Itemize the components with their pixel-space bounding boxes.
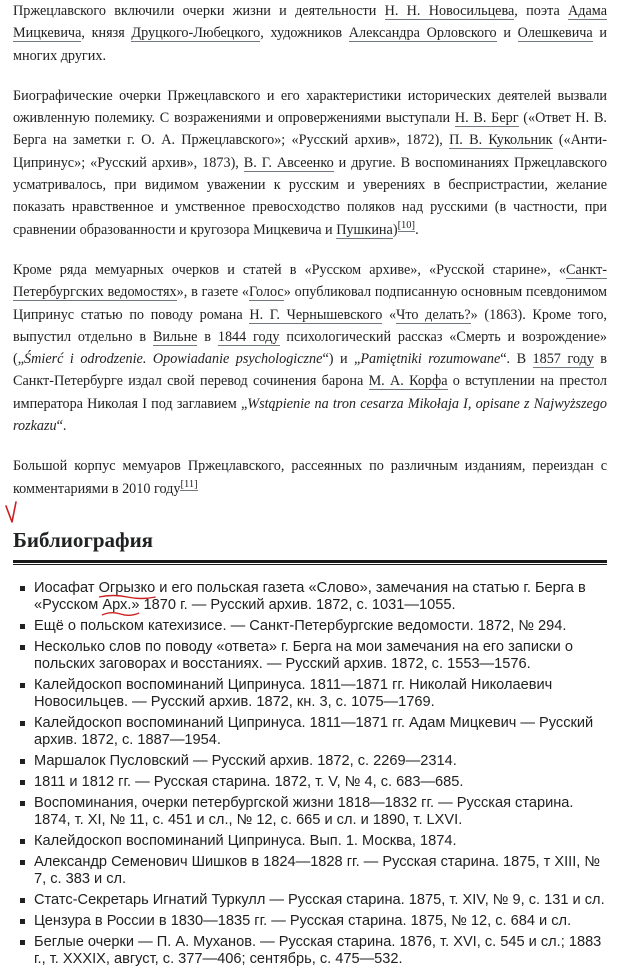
bibliography-item: Беглые очерки — П. А. Муханов. — Русская старина. 1876, т. XVI, с. 545 и сл.; 1883 г., т. XXXIX, август, с. 377—406; сентябрь, с. 475—532.: [34, 934, 607, 968]
link-spb-vedomosti[interactable]: Санкт-Петербургских ведомостях: [13, 261, 607, 301]
link-avseenko[interactable]: В. Г. Авсеенко: [243, 154, 334, 171]
text: в: [197, 328, 218, 345]
text: Пржецлавского включили очерки жизни и деятельности: [13, 3, 385, 19]
reference-11[interactable]: [180, 479, 197, 491]
red-underlined-word: [99, 580, 156, 596]
text: («Анти-Ципринус»; «Русский архив», 1873),: [13, 132, 607, 171]
link-novosiltsev[interactable]: Н. Н. Новосильцева: [384, 3, 515, 19]
bibliography-item: Цензура в России в 1830—1835 гг. — Русская старина. 1875, № 12, с. 684 и сл.: [34, 913, 607, 930]
link-korf[interactable]: М. А. Корфа: [368, 373, 448, 390]
link-1844[interactable]: 1844 году: [217, 328, 280, 345]
link-vilna[interactable]: Вильне: [152, 328, 198, 345]
text: » (1863). Кроме того, выпустил отдельно в: [13, 306, 607, 345]
link-orlowski[interactable]: Александра Орловского: [348, 25, 497, 42]
link-chernyshevsky[interactable]: Н. Г. Чернышевского: [249, 306, 383, 323]
text: , художников: [260, 25, 349, 42]
paragraph-3: [13, 259, 607, 437]
text: Биографические очерки Пржецлавского и его характеристики исторических деятелей вызвали оживленную полемику. С возражениями и опровержениями выступали: [13, 87, 607, 127]
bibliography-item: [34, 580, 607, 614]
link-1857[interactable]: 1857 году: [532, 351, 594, 368]
paragraph-1: [13, 0, 607, 67]
bibliography-heading: Библиография: [13, 526, 607, 561]
text: Арх.»: [102, 596, 140, 613]
text: 1870 г. — Русский архив. 1872, с. 1031—1055.: [139, 596, 456, 613]
link-pushkin[interactable]: Пушкина: [336, 221, 393, 238]
link-golos[interactable]: Голос: [249, 284, 284, 301]
italic-title: Pamiętniki rozumowane: [360, 351, 501, 368]
text: Иосафат: [34, 579, 99, 596]
red-underlined-word: [102, 597, 139, 613]
bibliography-item: Ещё о польском катехизисе. — Санкт-Петербургские ведомости. 1872, № 294.: [34, 618, 607, 635]
bibliography-item: Маршалок Пусловский — Русский архив. 1872, с. 2269—2314.: [34, 753, 607, 770]
text: , поэта: [514, 3, 569, 19]
bibliography-item: Калейдоскоп воспоминаний Ципринуса. Вып. 1. Москва, 1874.: [34, 833, 607, 850]
bibliography-item: Статс-Секретарь Игнатий Туркулл — Русская старина. 1875, т. XIV, № 9, с. 131 и сл.: [34, 892, 607, 909]
text: о вступлении на престол императора Николая I под заглавием „: [13, 373, 608, 412]
text: Огрызко: [98, 579, 156, 596]
link-chto-delat[interactable]: Что делать?: [396, 306, 471, 323]
bibliography-item: Калейдоскоп воспоминаний Ципринуса. 1811—1871 гг. Адам Мицкевич — Русский архив. 1872, с. 1887—1954.: [34, 715, 607, 749]
bibliography-item: Воспоминания, очерки петербургской жизни 1818—1832 гг. — Русская старина. 1874, т. XI, № 11, с. 451 и сл., № 12, с. 665 и сл. и 1890, т. LXVI.: [34, 795, 607, 829]
bibliography-item: Несколько слов по поводу «ответа» г. Берга на мои замечания на его записки о польских заговорах и восстаниях. — Русский архив. 1872, с. 1553—1576.: [34, 639, 607, 673]
text: ): [392, 221, 398, 238]
text: Кроме ряда мемуарных очерков и статей в «Русском архиве», «Русской старине», «: [13, 261, 567, 278]
italic-title: Śmierć i odrodzenie. Opowiadanie psychologiczne: [24, 351, 323, 368]
reference-link[interactable]: [10]: [397, 219, 416, 231]
text: и многих других.: [13, 25, 607, 64]
text: психологический рассказ «Смерть и возрождение» („: [13, 328, 607, 368]
text: » опубликовал подписанную основным псевдонимом Ципринус статью по поводу романа: [13, 284, 608, 323]
paragraph-4: [13, 455, 607, 500]
link-berg[interactable]: Н. В. Берг: [454, 110, 519, 127]
text: и: [496, 25, 518, 42]
paragraph-2: [13, 85, 607, 241]
reference-10[interactable]: [398, 220, 416, 232]
italic-title: Wstąpienie na tron cesarza Mikołaja I, opisane z Najwyższego rozkazu: [13, 395, 608, 435]
bibliography-list: [13, 580, 607, 968]
text: в Санкт-Петербурге издал свой перевод сочинения барона: [13, 351, 607, 390]
bibliography-item: Александр Семенович Шишков в 1824—1828 гг. — Русская старина. 1875, т XIII, № 7, с. 383 и сл.: [34, 854, 607, 888]
text: “. В: [500, 351, 533, 368]
text: и другие. В воспоминаниях Пржецлавского усматривалось, при видимом уважении к русским и уверениях в беспристрастии, желание показать нравственное и умственное превосходство поляков над русскими (в частности, при сравнении образованности и кругозора Мицкевича и: [13, 154, 607, 238]
text: , князя: [81, 25, 132, 42]
text: Большой корпус мемуаров Пржецлавского, рассеянных по различным изданиям, переиздан с комментариями в 2010 году: [13, 458, 607, 497]
link-drucki-lubecki[interactable]: Друцкого-Любецкого: [131, 25, 261, 42]
text: “) и „: [322, 351, 361, 368]
text: («Ответ Н. В. Берга на заметки г. О. А. Пржецлавского»; «Русский архив», 1872),: [13, 110, 607, 149]
red-underline-annotation: [102, 611, 139, 617]
text: », в газете «: [176, 284, 250, 301]
text: “.: [56, 418, 67, 435]
text: .: [415, 221, 419, 238]
link-kukolnik[interactable]: П. В. Кукольник: [449, 132, 553, 149]
red-checkmark-annotation: [4, 500, 24, 526]
article-body: [13, 0, 607, 500]
text: и его польская газета «Слово», замечания на статью г. Берга в «Русском: [34, 579, 586, 613]
reference-link[interactable]: [11]: [180, 478, 198, 490]
link-oleszkiewicz[interactable]: Олешкевича: [517, 25, 593, 42]
text: «: [382, 306, 397, 323]
bibliography-item: Калейдоскоп воспоминаний Ципринуса. 1811—1871 гг. Николай Николаевич Новосильцев. — Русский архив. 1872, кн. 3, с. 1075—1769.: [34, 677, 607, 711]
bibliography-item: 1811 и 1812 гг. — Русская старина. 1872, т. V, № 4, с. 683—685.: [34, 774, 607, 791]
link-mickiewicz[interactable]: Адама Мицкевича: [13, 3, 607, 42]
